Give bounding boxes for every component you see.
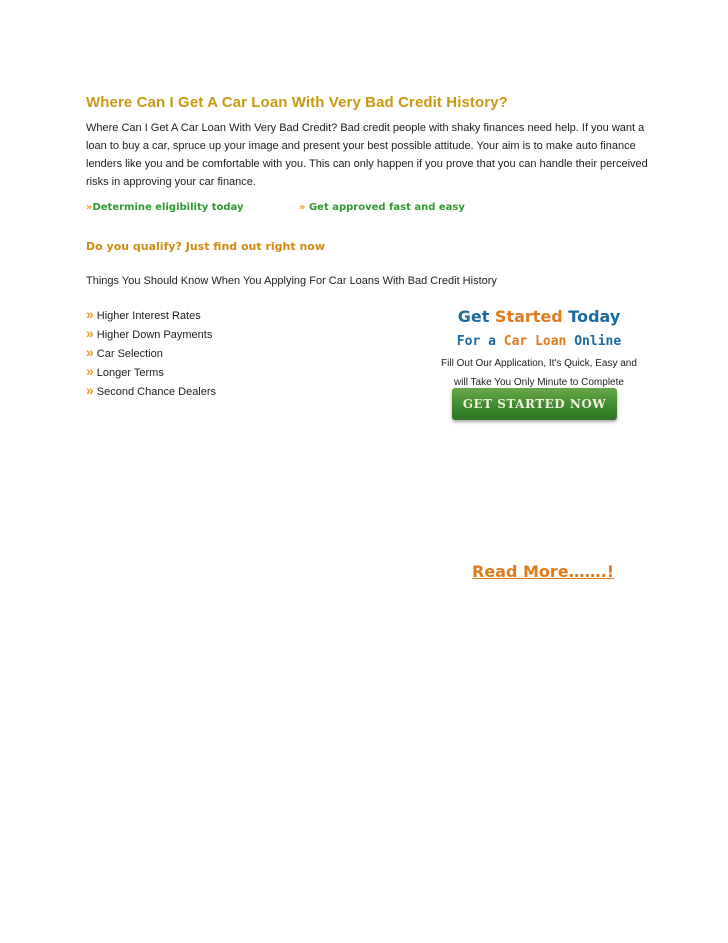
cta-sub-for-a: For a: [456, 334, 504, 349]
get-started-button[interactable]: GET STARTED NOW: [452, 388, 617, 420]
list-item: [86, 306, 216, 325]
things-heading: Things You Should Know When You Applying For Car Loans With Bad Credit History: [86, 275, 497, 287]
list-item: [86, 382, 216, 401]
cta-headline-get: Get: [457, 307, 495, 326]
article-paragraph: Where Can I Get A Car Loan With Very Bad Credit? Bad credit people with shaky finances need help. If you want a loan to buy a car, spruce up your image and present your best possible attitude. Your aim is to make auto finance lenders like you and be comfortable with you. This can only happen if you prove that you can handle their perceived risks in approving your car finance.: [86, 122, 648, 188]
raquo-icon: »: [86, 306, 94, 322]
bullet-list: [86, 306, 216, 401]
cta-headline: [424, 306, 654, 328]
cta-panel: [424, 306, 654, 391]
document-page: [86, 94, 656, 581]
list-item: [86, 325, 216, 344]
list-item: [86, 363, 216, 382]
approved-link-label: Get approved fast and easy: [308, 202, 465, 213]
raquo-icon: »: [86, 382, 94, 398]
list-item-label: Higher Interest Rates: [96, 310, 201, 322]
cta-headline-started: Started: [494, 307, 563, 326]
raquo-icon: »: [86, 202, 93, 213]
qualify-heading[interactable]: Do you qualify? Just find out right now: [86, 240, 326, 253]
eligibility-link[interactable]: [86, 202, 244, 213]
cta-sub-online: Online: [566, 334, 622, 349]
eligibility-link-label: Determine eligibility today: [92, 202, 244, 213]
read-more-link[interactable]: Read More…….!: [472, 562, 615, 581]
cta-headline-today: Today: [562, 307, 621, 326]
cta-subheadline: [424, 331, 654, 353]
raquo-icon: »: [86, 325, 94, 341]
raquo-icon: »: [299, 202, 309, 213]
list-item: [86, 344, 216, 363]
article-title: Where Can I Get A Car Loan With Very Bad Credit History?: [86, 94, 508, 111]
cta-sub-car-loan: Car Loan: [503, 334, 567, 349]
list-item-label: Longer Terms: [96, 367, 164, 379]
raquo-icon: »: [86, 344, 94, 360]
list-item-label: Car Selection: [96, 348, 163, 360]
cta-description-line2: will Take You Only Minute to Complete: [454, 377, 624, 388]
list-item-label: Higher Down Payments: [96, 329, 213, 341]
list-item-label: Second Chance Dealers: [96, 386, 217, 398]
raquo-icon: »: [86, 363, 94, 379]
approved-link[interactable]: [299, 202, 465, 213]
cta-description-line1: Fill Out Our Application, It's Quick, Easy and: [441, 358, 637, 369]
